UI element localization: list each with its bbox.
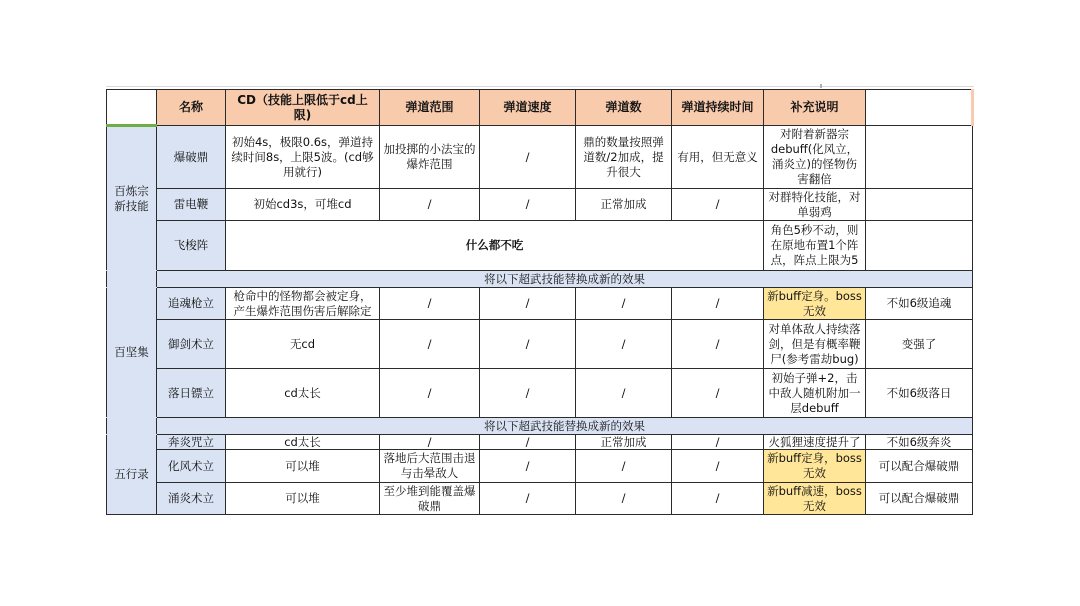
- cell-count: 正常加成: [576, 189, 672, 221]
- banner-row: [107, 271, 973, 288]
- cell-speed: /: [480, 483, 576, 515]
- cell-count: /: [576, 288, 672, 320]
- cell-count: /: [576, 369, 672, 418]
- cell-range: /: [380, 369, 480, 418]
- cell-extra: 变强了: [866, 320, 973, 369]
- cell-duration: /: [672, 320, 764, 369]
- cell-extra: 不如6级奔炎: [866, 435, 973, 450]
- table-row: [107, 189, 973, 221]
- header-duration: 弹道持续时间: [672, 90, 764, 126]
- cell-note: 新buff减速，boss无效: [764, 483, 866, 515]
- cell-extra: 不如6级追魂: [866, 288, 973, 320]
- header-note: 补充说明: [764, 90, 866, 126]
- skill-name: 落日镖立: [157, 369, 226, 418]
- header-cd: CD（技能上限低于cd上限): [226, 90, 380, 126]
- cell-duration: /: [672, 483, 764, 515]
- cell-speed: /: [480, 126, 576, 189]
- cell-extra: 可以配合爆破鼎: [866, 483, 973, 515]
- cell-cd: 无cd: [226, 320, 380, 369]
- table-row: [107, 369, 973, 418]
- cell-cd: 枪命中的怪物都会被定身，产生爆炸范围伤害后解除定: [226, 288, 380, 320]
- cell-count: /: [576, 450, 672, 483]
- cell-speed: /: [480, 369, 576, 418]
- sheet-top-border: [106, 86, 974, 87]
- skill-name: 御剑术立: [157, 320, 226, 369]
- header-count: 弹道数: [576, 90, 672, 126]
- skill-name: 化风术立: [157, 450, 226, 483]
- table-row: [107, 450, 973, 483]
- cell-duration: /: [672, 189, 764, 221]
- cell-range: 落地后大范围击退与击晕敌人: [380, 450, 480, 483]
- cell-note: 对群特化技能，对单弱鸡: [764, 189, 866, 221]
- cell-note: 对单体敌人持续落剑，但是有概率鞭尸(参考雷劫bug): [764, 320, 866, 369]
- cell-speed: /: [480, 450, 576, 483]
- cell-range: /: [380, 189, 480, 221]
- cell-count: /: [576, 320, 672, 369]
- cell-speed: /: [480, 189, 576, 221]
- header-speed: 弹道速度: [480, 90, 576, 126]
- cell-range: 加投掷的小法宝的爆炸范围: [380, 126, 480, 189]
- cell-range: 至少堆到能覆盖爆破鼎: [380, 483, 480, 515]
- cell-note: 火狐狸速度提升了: [764, 435, 866, 450]
- cell-cd: 可以堆: [226, 450, 380, 483]
- skill-name: 飞梭阵: [157, 221, 226, 271]
- banner-text: 将以下超武技能替换成新的效果: [157, 418, 973, 435]
- table-row: [107, 483, 973, 515]
- cell-speed: /: [480, 288, 576, 320]
- cell-cd: 初始4s，极限0.6s，弹道持续时间8s，上限5波。(cd够用就行): [226, 126, 380, 189]
- sheet-cell-mark: [820, 84, 822, 88]
- group-label-1: 百炼宗新技能: [107, 126, 157, 271]
- table-row: [107, 221, 973, 271]
- cell-speed: /: [480, 435, 576, 450]
- banner-text: 将以下超武技能替换成新的效果: [157, 271, 973, 288]
- table-row: [107, 288, 973, 320]
- header-row: [107, 90, 973, 126]
- skill-name: 涌炎术立: [157, 483, 226, 515]
- cell-extra: 可以配合爆破鼎: [866, 450, 973, 483]
- cell-extra: [866, 221, 973, 271]
- cell-count: 正常加成: [576, 435, 672, 450]
- cell-duration: /: [672, 450, 764, 483]
- cell-extra: 不如6级落日: [866, 369, 973, 418]
- skill-name: 追魂枪立: [157, 288, 226, 320]
- cell-cd: cd太长: [226, 369, 380, 418]
- group-label-2: 百坚集: [107, 288, 157, 418]
- cell-speed: /: [480, 320, 576, 369]
- cell-note: 对附着新器宗debuff(化风立，涌炎立)的怪物伤害翻倍: [764, 126, 866, 189]
- cell-range: /: [380, 320, 480, 369]
- table-row: [107, 320, 973, 369]
- cell-duration: /: [672, 288, 764, 320]
- skill-table: [106, 89, 974, 515]
- table-row: [107, 126, 973, 189]
- cell-range: /: [380, 435, 480, 450]
- cell-cd: cd太长: [226, 435, 380, 450]
- skill-name: 爆破鼎: [157, 126, 226, 189]
- cell-extra: [866, 126, 973, 189]
- cell-cd: 初始cd3s，可堆cd: [226, 189, 380, 221]
- cell-count: 鼎的数量按照弹道数/2加成，提升很大: [576, 126, 672, 189]
- cell-merged: 什么都不吃: [226, 221, 764, 271]
- header-blank-cell: [107, 90, 157, 126]
- header-extra-cell: [866, 90, 973, 126]
- cell-note: 角色5秒不动，则在原地布置1个阵点，阵点上限为5: [764, 221, 866, 271]
- header-name: 名称: [157, 90, 226, 126]
- cell-count: /: [576, 483, 672, 515]
- cell-range: /: [380, 288, 480, 320]
- cell-note: 新buff定身。boss无效: [764, 288, 866, 320]
- skill-name: 奔炎咒立: [157, 435, 226, 450]
- banner-side-cell: [107, 271, 157, 288]
- cell-duration: /: [672, 369, 764, 418]
- table-row: [107, 435, 973, 450]
- group-label-3: 五行录: [107, 435, 157, 515]
- cell-duration: /: [672, 435, 764, 450]
- cell-note: 新buff定身，boss无效: [764, 450, 866, 483]
- cell-duration: 有用，但无意义: [672, 126, 764, 189]
- skill-name: 雷电鞭: [157, 189, 226, 221]
- cell-cd: 可以堆: [226, 483, 380, 515]
- header-range: 弹道范围: [380, 90, 480, 126]
- cell-extra: [866, 189, 973, 221]
- cell-note: 初始子弹+2，击中敌人随机附加一层debuff: [764, 369, 866, 418]
- banner-row: [107, 418, 973, 435]
- banner-side-cell: [107, 418, 157, 435]
